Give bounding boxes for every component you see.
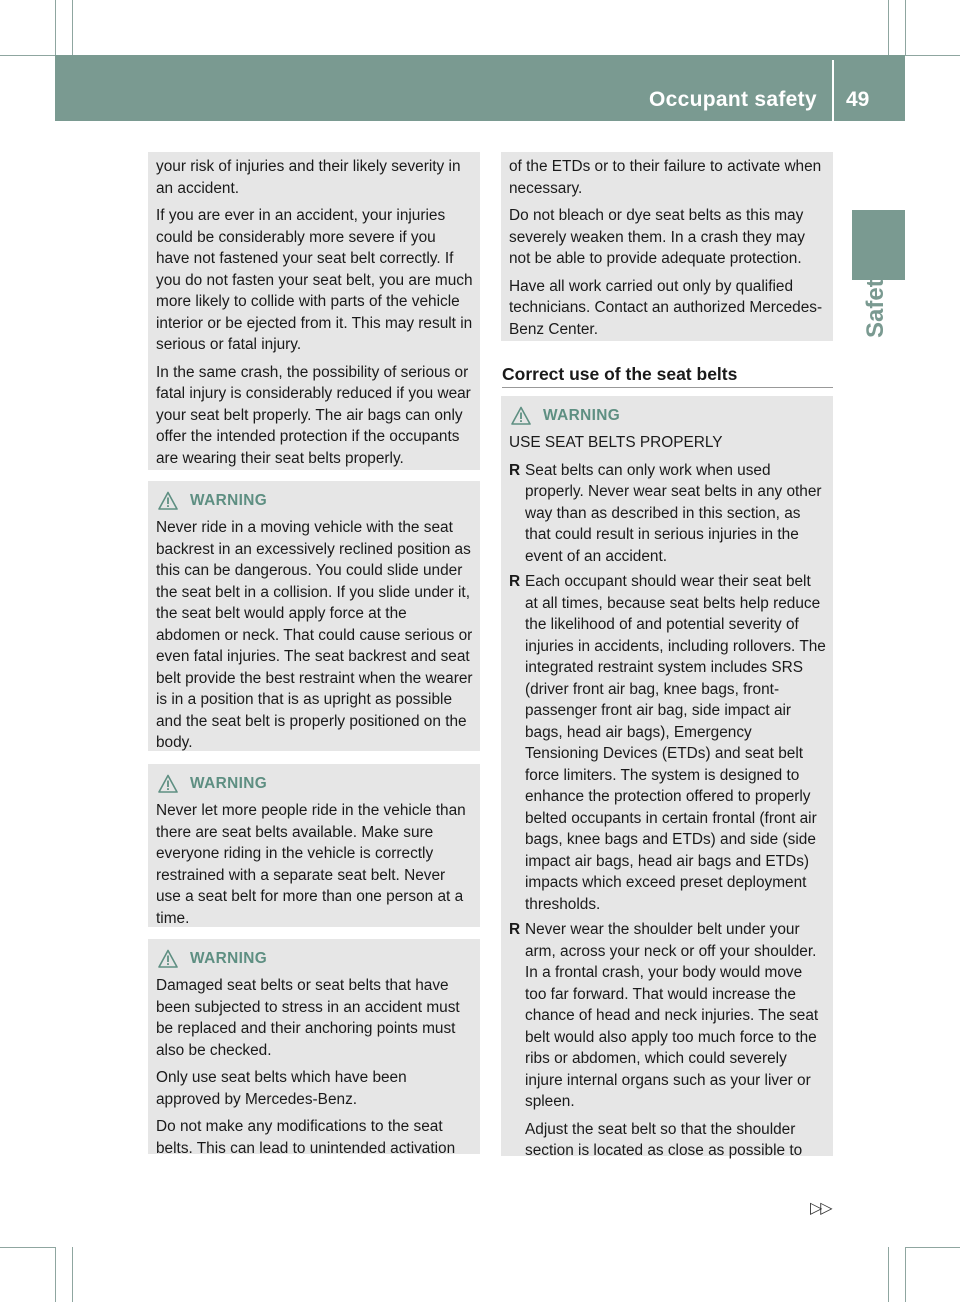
warning-triangle-icon [158,491,178,511]
list-item [509,460,826,568]
page-title: Occupant safety [649,88,817,111]
crop-mark [72,0,73,55]
paragraph: of the ETDs or to their failure to activate when necessary. [509,158,822,197]
continue-arrows-icon: ▷▷ [810,1200,831,1217]
warning-box [501,396,833,1159]
crop-mark [72,1247,73,1302]
warning-header [156,489,473,513]
warning-title: WARNING [190,950,268,967]
crop-mark [888,0,889,55]
warning-triangle-icon [511,406,531,426]
warning-lead: USE SEAT BELTS PROPERLY [509,434,723,451]
warning-box [148,764,480,927]
bullet-glyph: R [509,573,521,590]
bullet-list [509,460,826,1162]
list-item [509,919,826,1162]
page-number: 49 [846,88,870,111]
paragraph: Do not make any modifications to the seat belts. This can lead to unintended activation [156,1118,456,1157]
paragraph: Never let more people ride in the vehicle than there are seat belts available. Make sure everyone riding in the vehicle is correctly restrained with a separate seat belt. Never use a seat belt for more than one person at a time. [156,802,466,927]
list-item-text: Never wear the shoulder belt under your arm, across your neck or off your shoulder. In a frontal crash, your body would move too far forward. That would increase the chance of head and neck injuries. The seat belt would also apply too much force to the ribs or abdomen, which could severely injure internal organs such as your liver or spleen. [525,921,819,1110]
bullet-glyph: R [509,921,521,938]
paragraph: Do not bleach or dye seat belts as this may severely weaken them. In a crash they may not be able to provide adequate protection. [509,207,805,267]
paragraph: Only use seat belts which have been approved by Mercedes-Benz. [156,1069,407,1108]
section-tab-label: Safety [862,265,889,338]
crop-mark [888,1247,889,1302]
warning-title: WARNING [190,492,268,509]
warning-triangle-icon [158,774,178,794]
crop-mark [905,0,906,55]
crop-mark [905,1247,906,1302]
warning-box [148,481,480,751]
list-item-text: Seat belts can only work when used properly. Never wear seat belts in any other way than as described in this section, as that could result in serious injuries in the event of an accident. [525,461,822,565]
paragraph: If you are ever in an accident, your injuries could be considerably more severe if you have not fastened your seat belt correctly. If you do not fasten your seat belt, you are much more likely to collide with parts of the vehicle interior or be ejected from it. This may result in serious or fatal injury. [156,207,473,353]
section-heading: Correct use of the seat belts [502,364,738,384]
crop-mark [0,1247,55,1248]
crop-mark [905,1247,960,1248]
intro-text-box [148,152,480,470]
section-divider [502,387,833,388]
crop-mark [905,55,960,56]
paragraph: your risk of injuries and their likely severity in an accident. [156,158,461,197]
warning-title: WARNING [190,775,268,792]
warning-box [148,939,480,1157]
warning-title: WARNING [543,407,621,424]
header-divider [832,60,834,121]
crop-mark [55,0,56,55]
warning-header [156,947,473,971]
paragraph: In the same crash, the possibility of serious or fatal injury is considerably reduced if you wear your seat belt properly. The air bags can only offer the intended protection if the occupants are wearing their seat belts properly. [156,363,471,467]
continued-warning-box [501,152,833,341]
warning-header [156,772,473,796]
crop-mark [55,1247,56,1302]
paragraph: Never ride in a moving vehicle with the seat backrest in an excessively reclined position as this can be dangerous. You could slide under the seat belt in a collision. If you slide under it, the seat belt would apply force at the abdomen or neck. That could cause serious or even fatal injuries. The seat backrest and seat belt provide the best restraint when the wearer is in a position that is as upright as possible and the seat belt is properly positioned on the body. [156,519,473,751]
bullet-glyph: R [509,461,521,479]
section-tab-label-wrap [852,265,905,406]
list-item [509,571,826,915]
crop-mark [0,55,55,56]
list-item-text: Adjust the seat belt so that the shoulder section is located as close as possible to [525,1120,803,1159]
paragraph: Damaged seat belts or seat belts that have been subjected to stress in an accident must be replaced and their anchoring points must also be checked. [156,977,460,1059]
warning-triangle-icon [158,949,178,969]
list-item-text: Each occupant should wear their seat belt at all times, because seat belts help reduce the likelihood of and potential severity of injuries in accidents, including rollovers. The integrated restraint system includes SRS (driver front air bag, knee bags, front-passenger front air bag, side impact air bags, head air bags), Emergency Tensioning Devices (ETDs) and seat belt force limiters. The system is designed to enhance the protection offered to properly belted occupants in certain frontal (front air bags, knee bags and ETDs) and side (side impact air bags, head air bags and ETDs) impacts which exceed preset deployment thresholds. [525,573,826,913]
paragraph: Have all work carried out only by qualified technicians. Contact an authorized Mercedes-Benz Center. [509,277,823,338]
warning-header [509,404,826,428]
